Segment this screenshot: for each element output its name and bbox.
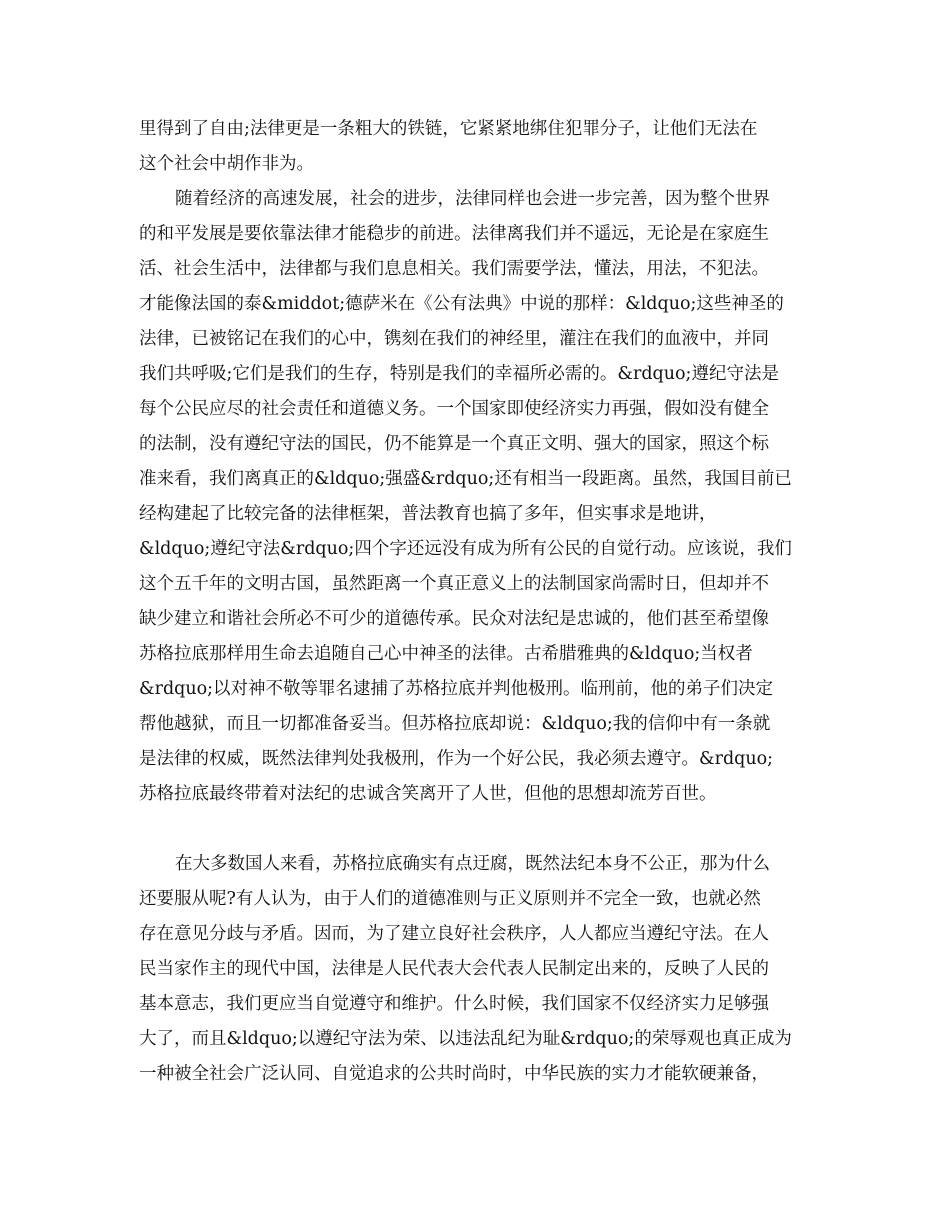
- text-line: 经构建起了比较完备的法律框架，普法教育也搞了多年，但实事求是地讲，: [139, 504, 717, 524]
- text-line: 大了，而且&ldquo;以遵纪守法为荣、以违法乱纪为耻&rdquo;的荣辱观也真正成为: [139, 1029, 792, 1049]
- text-line: 还要服从呢?有人认为，由于人们的道德准则与正义原则并不完全一致，也就必然: [139, 889, 761, 909]
- text-line: &ldquo;遵纪守法&rdquo;四个字还远没有成为所有公民的自觉行动。应该说，我们: [139, 539, 792, 559]
- text-line: 随着经济的高速发展，社会的进步，法律同样也会进一步完善，因为整个世界: [175, 189, 770, 209]
- text-line: 存在意见分歧与矛盾。因而，为了建立良好社会秩序，人人都应当遵纪守法。在人: [139, 924, 769, 944]
- text-line: 一种被全社会广泛认同、自觉追求的公共时尚时，中华民族的实力才能软硬兼备，: [139, 1064, 769, 1084]
- text-line: 这个五千年的文明古国，虽然距离一个真正意义上的法制国家尚需时日，但却并不: [139, 574, 769, 594]
- text-line: 的法制，没有遵纪守法的国民，仍不能算是一个真正文明、强大的国家，照这个标: [139, 434, 769, 454]
- text-line: 法律，已被铭记在我们的心中，镌刻在我们的神经里，灌注在我们的血液中，并同: [139, 329, 769, 349]
- text-line: 每个公民应尽的社会责任和道德义务。一个国家即使经济实力再强，假如没有健全: [139, 399, 769, 419]
- text-line: 我们共呼吸;它们是我们的生存，特别是我们的幸福所必需的。&rdquo;遵纪守法是: [139, 364, 779, 384]
- text-line: 民当家作主的现代中国，法律是人民代表大会代表人民制定出来的，反映了人民的: [139, 959, 769, 979]
- text-line: 苏格拉底那样用生命去追随自己心中神圣的法律。古希腊雅典的&ldquo;当权者: [139, 644, 753, 664]
- text-line: 苏格拉底最终带着对法纪的忠诚含笑离开了人世，但他的思想却流芳百世。: [139, 784, 717, 804]
- text-line: 这个社会中胡作非为。: [139, 154, 314, 174]
- text-line: 基本意志，我们更应当自觉遵守和维护。什么时候，我们国家不仅经济实力足够强: [139, 994, 769, 1014]
- text-line: 帮他越狱，而且一切都准备妥当。但苏格拉底却说：&ldquo;我的信仰中有一条就: [139, 714, 771, 734]
- text-line: 才能像法国的泰&middot;德萨米在《公有法典》中说的那样：&ldquo;这些神圣的: [139, 294, 784, 314]
- text-line: 在大多数国人来看，苏格拉底确实有点迂腐，既然法纪本身不公正，那为什么: [175, 854, 770, 874]
- text-line: [139, 815, 817, 843]
- text-line: 里得到了自由;法律更是一条粗大的铁链，它紧紧地绑住犯罪分子，让他们无法在: [139, 119, 758, 139]
- text-line: 是法律的权威，既然法律判处我极刑，作为一个好公民，我必须去遵守。&rdquo;: [139, 749, 774, 769]
- text-line: 活、社会生活中，法律都与我们息息相关。我们需要学法，懂法，用法，不犯法。: [139, 259, 769, 279]
- text-line: 的和平发展是要依靠法律才能稳步的前进。法律离我们并不遥远，无论是在家庭生: [139, 224, 769, 244]
- text-line: &rdquo;以对神不敬等罪名逮捕了苏格拉底并判他极刑。临刑前，他的弟子们决定: [139, 679, 774, 699]
- text-line: 准来看，我们离真正的&ldquo;强盛&rdquo;还有相当一段距离。虽然，我国目前已: [139, 469, 792, 489]
- text-line: 缺少建立和谐社会所必不可少的道德传承。民众对法纪是忠诚的，他们甚至希望像: [139, 609, 769, 629]
